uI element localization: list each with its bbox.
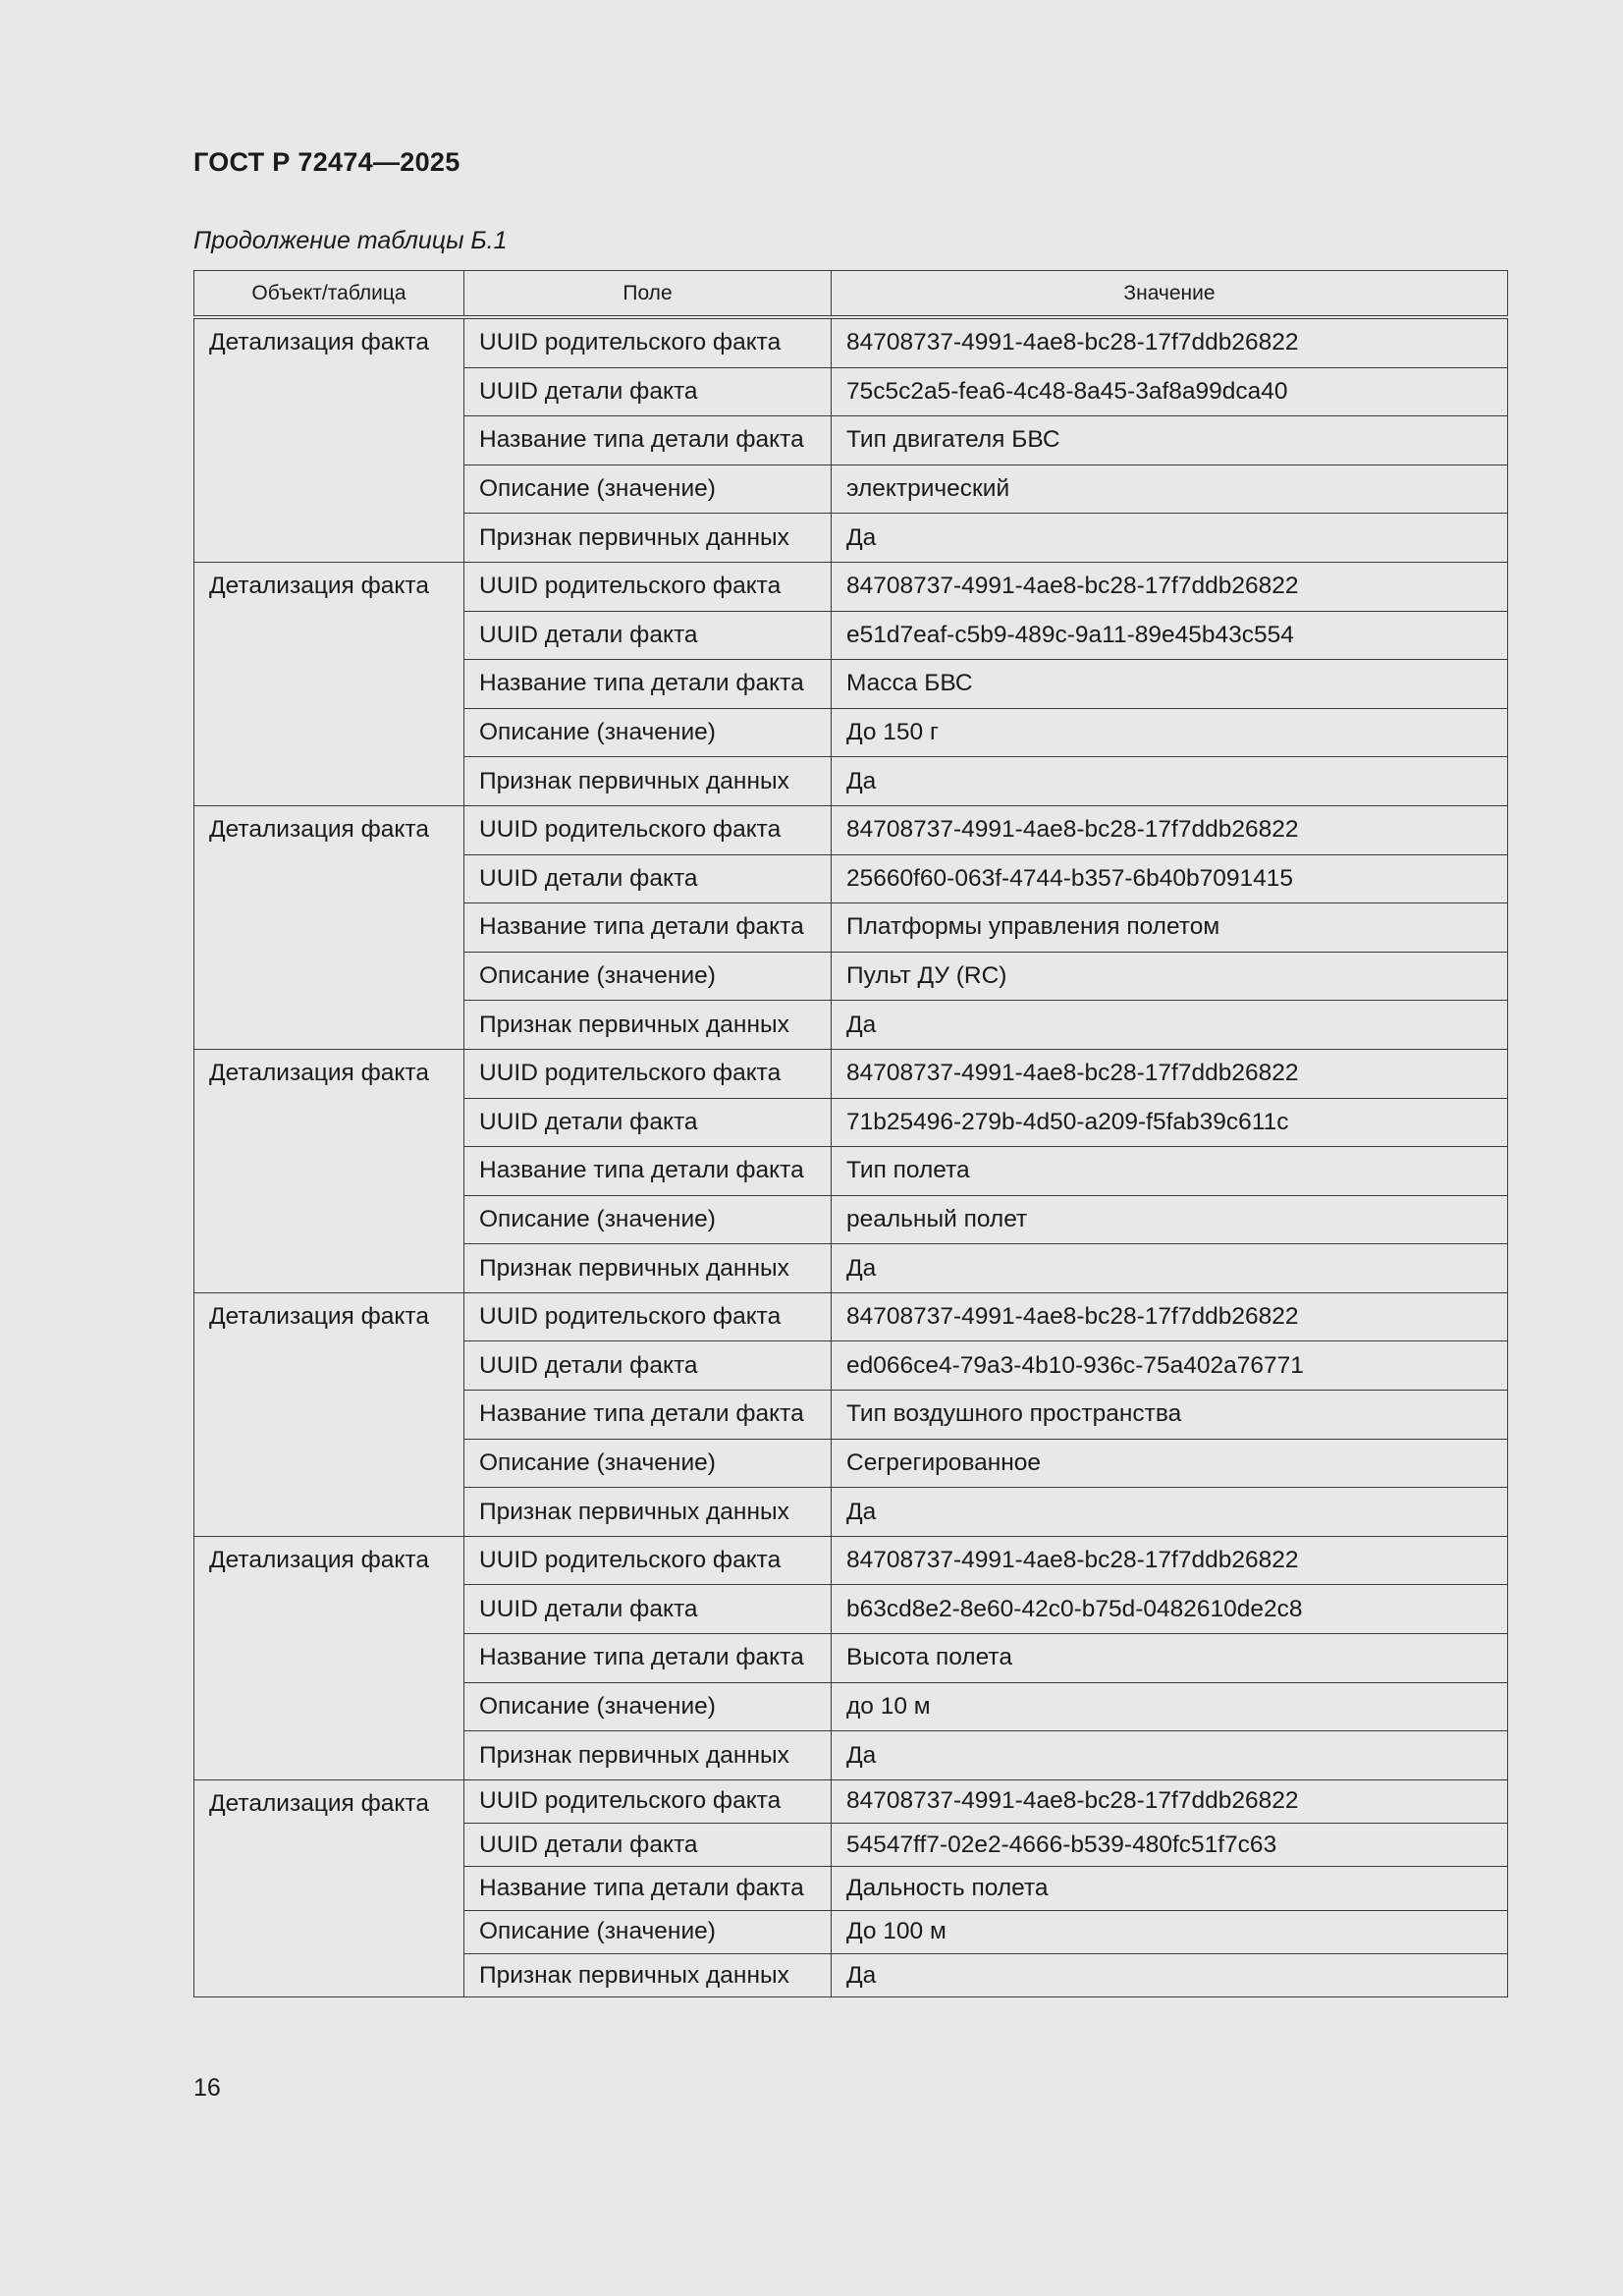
value-cell: До 100 м <box>832 1910 1508 1953</box>
object-cell: Детализация факта <box>194 1292 464 1536</box>
object-cell: Детализация факта <box>194 1536 464 1779</box>
value-cell: 54547ff7-02e2-4666-b539-480fc51f7c63 <box>832 1824 1508 1867</box>
field-cell: Признак первичных данных <box>464 757 832 806</box>
table-body <box>194 317 1508 1997</box>
value-cell: Да <box>832 1001 1508 1050</box>
value-cell: 84708737-4991-4ae8-bc28-17f7ddb26822 <box>832 1779 1508 1823</box>
value-cell: Тип воздушного пространства <box>832 1391 1508 1440</box>
value-cell: 71b25496-279b-4d50-a209-f5fab39c611c <box>832 1098 1508 1147</box>
value-cell: Да <box>832 1244 1508 1293</box>
field-cell: UUID детали факта <box>464 1341 832 1391</box>
value-cell: электрический <box>832 465 1508 514</box>
field-cell: UUID родительского факта <box>464 1779 832 1823</box>
value-cell: Тип двигателя БВС <box>832 416 1508 465</box>
field-cell: Описание (значение) <box>464 465 832 514</box>
table-row <box>194 1292 1508 1341</box>
field-cell: UUID детали факта <box>464 854 832 903</box>
field-cell: UUID детали факта <box>464 1098 832 1147</box>
value-cell: Да <box>832 1954 1508 1997</box>
field-cell: Признак первичных данных <box>464 1488 832 1537</box>
table-row <box>194 1536 1508 1585</box>
table-row <box>194 1779 1508 1823</box>
value-cell: ed066ce4-79a3-4b10-936c-75a402a76771 <box>832 1341 1508 1391</box>
field-cell: Название типа детали факта <box>464 660 832 709</box>
value-cell: Пульт ДУ (RC) <box>832 952 1508 1001</box>
field-cell: Название типа детали факта <box>464 1867 832 1910</box>
field-cell: Признак первичных данных <box>464 1954 832 1997</box>
value-cell: Да <box>832 757 1508 806</box>
field-cell: Название типа детали факта <box>464 903 832 953</box>
object-cell: Детализация факта <box>194 1779 464 1996</box>
field-cell: Признак первичных данных <box>464 1001 832 1050</box>
value-cell: Да <box>832 514 1508 563</box>
field-cell: Название типа детали факта <box>464 416 832 465</box>
value-cell: реальный полет <box>832 1195 1508 1244</box>
field-cell: Описание (значение) <box>464 708 832 757</box>
field-cell: UUID родительского факта <box>464 805 832 854</box>
field-cell: UUID родительского факта <box>464 1049 832 1098</box>
value-cell: 84708737-4991-4ae8-bc28-17f7ddb26822 <box>832 1049 1508 1098</box>
field-cell: Описание (значение) <box>464 1910 832 1953</box>
page-number: 16 <box>193 2074 221 2102</box>
object-cell: Детализация факта <box>194 805 464 1049</box>
field-cell: Описание (значение) <box>464 1439 832 1488</box>
table-row <box>194 805 1508 854</box>
field-cell: UUID детали факта <box>464 611 832 660</box>
value-cell: e51d7eaf-c5b9-489c-9a11-89e45b43c554 <box>832 611 1508 660</box>
value-cell: Дальность полета <box>832 1867 1508 1910</box>
field-cell: Признак первичных данных <box>464 1731 832 1780</box>
table-row <box>194 1049 1508 1098</box>
value-cell: Да <box>832 1731 1508 1780</box>
value-cell: Платформы управления полетом <box>832 903 1508 953</box>
value-cell: Сегрегированное <box>832 1439 1508 1488</box>
value-cell: Высота полета <box>832 1634 1508 1683</box>
object-cell: Детализация факта <box>194 1049 464 1292</box>
field-cell: Описание (значение) <box>464 1682 832 1731</box>
field-cell: UUID детали факта <box>464 1585 832 1634</box>
table-row <box>194 317 1508 367</box>
value-cell: 75c5c2a5-fea6-4c48-8a45-3af8a99dca40 <box>832 367 1508 416</box>
field-cell: Название типа детали факта <box>464 1147 832 1196</box>
value-cell: b63cd8e2-8e60-42c0-b75d-0482610de2c8 <box>832 1585 1508 1634</box>
value-cell: Масса БВС <box>832 660 1508 709</box>
value-cell: 84708737-4991-4ae8-bc28-17f7ddb26822 <box>832 317 1508 367</box>
value-cell: 84708737-4991-4ae8-bc28-17f7ddb26822 <box>832 1292 1508 1341</box>
table-header-row <box>194 271 1508 318</box>
field-cell: Название типа детали факта <box>464 1634 832 1683</box>
value-cell: 84708737-4991-4ae8-bc28-17f7ddb26822 <box>832 805 1508 854</box>
field-cell: Признак первичных данных <box>464 1244 832 1293</box>
field-cell: Название типа детали факта <box>464 1391 832 1440</box>
value-cell: 84708737-4991-4ae8-bc28-17f7ddb26822 <box>832 562 1508 611</box>
value-cell: до 10 м <box>832 1682 1508 1731</box>
data-table <box>193 270 1508 1997</box>
field-cell: UUID родительского факта <box>464 1536 832 1585</box>
column-header-value: Значение <box>832 271 1508 318</box>
document-header: ГОСТ Р 72474—2025 <box>193 147 460 177</box>
field-cell: UUID родительского факта <box>464 1292 832 1341</box>
field-cell: Описание (значение) <box>464 952 832 1001</box>
object-cell: Детализация факта <box>194 562 464 805</box>
table-row <box>194 562 1508 611</box>
field-cell: UUID родительского факта <box>464 317 832 367</box>
value-cell: 25660f60-063f-4744-b357-6b40b7091415 <box>832 854 1508 903</box>
field-cell: Признак первичных данных <box>464 514 832 563</box>
column-header-object: Объект/таблица <box>194 271 464 318</box>
object-cell: Детализация факта <box>194 317 464 562</box>
field-cell: UUID детали факта <box>464 1824 832 1867</box>
value-cell: До 150 г <box>832 708 1508 757</box>
column-header-field: Поле <box>464 271 832 318</box>
field-cell: Описание (значение) <box>464 1195 832 1244</box>
value-cell: Тип полета <box>832 1147 1508 1196</box>
field-cell: UUID родительского факта <box>464 562 832 611</box>
field-cell: UUID детали факта <box>464 367 832 416</box>
value-cell: Да <box>832 1488 1508 1537</box>
table-caption: Продолжение таблицы Б.1 <box>193 227 508 254</box>
value-cell: 84708737-4991-4ae8-bc28-17f7ddb26822 <box>832 1536 1508 1585</box>
